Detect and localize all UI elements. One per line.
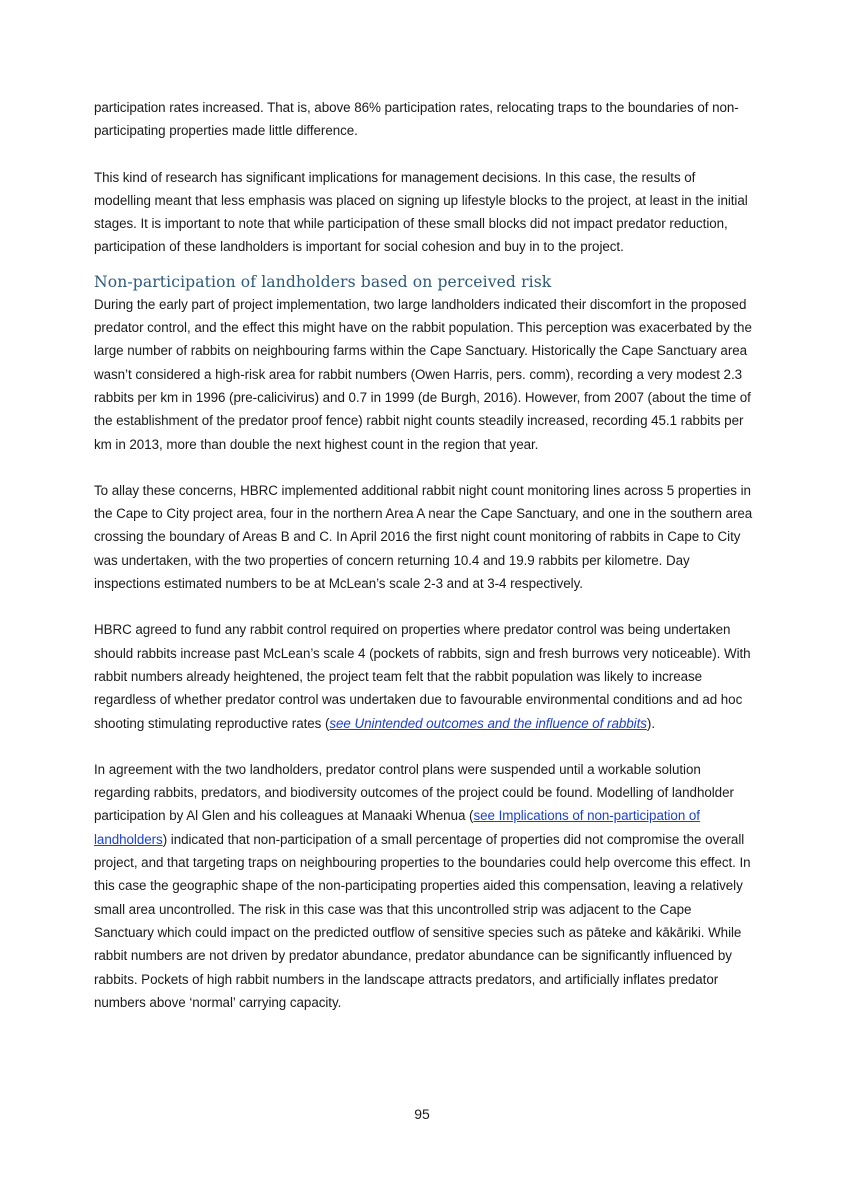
document-page [94,96,754,1014]
paragraph-agreement-text-before: In agreement with the two landholders, predator control plans were suspended until a workable solution regarding rabbits, predators, and biodiversity outcomes of the project could be found. Modelling of landholder participation by Al Glen and his colleagues at Manaaki Whenua ( [94,761,734,824]
link-implications-non-participation[interactable]: see Implications of non-participation of landholders [94,808,700,847]
paragraph-hbrc-funding-text-after: ). [646,715,655,731]
paragraph-research-implications: This kind of research has significant implications for management decisions. In this case, the results of modelling meant that less emphasis was placed on signing up lifestyle blocks to the project, at least in the initial stages. It is important to note that while participation of these small blocks did not impact predator reduction, participation of these landholders is important for social cohesion and buy in to the project. [94,169,748,255]
paragraph-hbrc-funding [94,618,754,734]
link-unintended-outcomes[interactable]: see Unintended outcomes and the influence of rabbits [329,715,647,731]
section-heading: Non-participation of landholders based on perceived risk [94,272,552,291]
paragraph-allay-concerns: To allay these concerns, HBRC implemented additional rabbit night count monitoring lines across 5 properties in the Cape to City project area, four in the northern Area A near the Cape Sanctuary, and one in the southern area crossing the boundary of Areas B and C. In April 2016 the first night count monitoring of rabbits in Cape to City was undertaken, with the two properties of concern returning 10.4 and 19.9 rabbits per kilometre. Day inspections estimated numbers to be at McLean’s scale 2-3 and at 3-4 respectively. [94,482,753,592]
paragraph-participation-rates: participation rates increased. That is, above 86% participation rates, relocating traps to the boundaries of non-participating properties made little difference. [94,100,739,139]
paragraph-agreement-landholders [94,758,754,1014]
paragraph-agreement-text-after: ) indicated that non-participation of a small percentage of properties did not compromise the overall project, and that targeting traps on neighbouring properties to the boundaries could help overcome this effect. In this case the geographic shape of the non-participating properties aided this compensation, leaving a relatively small area uncontrolled. The risk in this case was that this uncontrolled strip was adjacent to the Cape Sanctuary which could impact on the predicted outflow of sensitive species such as pāteke and kākāriki. While rabbit numbers are not driven by predator abundance, predator abundance can be significantly influenced by rabbits. Pockets of high rabbit numbers in the landscape attracts predators, and artificially inflates predator numbers above ‘normal’ carrying capacity. [94,831,751,1010]
paragraph-hbrc-funding-text-before: HBRC agreed to fund any rabbit control required on properties where predator control was being undertaken should rabbits increase past McLean’s scale 4 (pockets of rabbits, sign and fresh burrows very noticeable). With rabbit numbers already heightened, the project team felt that the rabbit population was likely to increase regardless of whether predator control was undertaken due to favourable environmental conditions and ad hoc shooting stimulating reproductive rates ( [94,622,751,731]
paragraph-early-implementation: During the early part of project implementation, two large landholders indicated their discomfort in the proposed predator control, and the effect this might have on the rabbit population. This perception was exacerbated by the large number of rabbits on neighbouring farms within the Cape Sanctuary. Historically the Cape Sanctuary area wasn’t considered a high-risk area for rabbit numbers (Owen Harris, pers. comm), recording a very modest 2.3 rabbits per km in 1996 (pre-calicivirus) and 0.7 in 1999 (de Burgh, 2016). However, from 2007 (about the time of the establishment of the predator proof fence) rabbit night counts steadily increased, recording 45.1 rabbits per km in 2013, more than double the next highest count in the region that year. [94,296,752,452]
page-number: 95 [414,1106,430,1122]
